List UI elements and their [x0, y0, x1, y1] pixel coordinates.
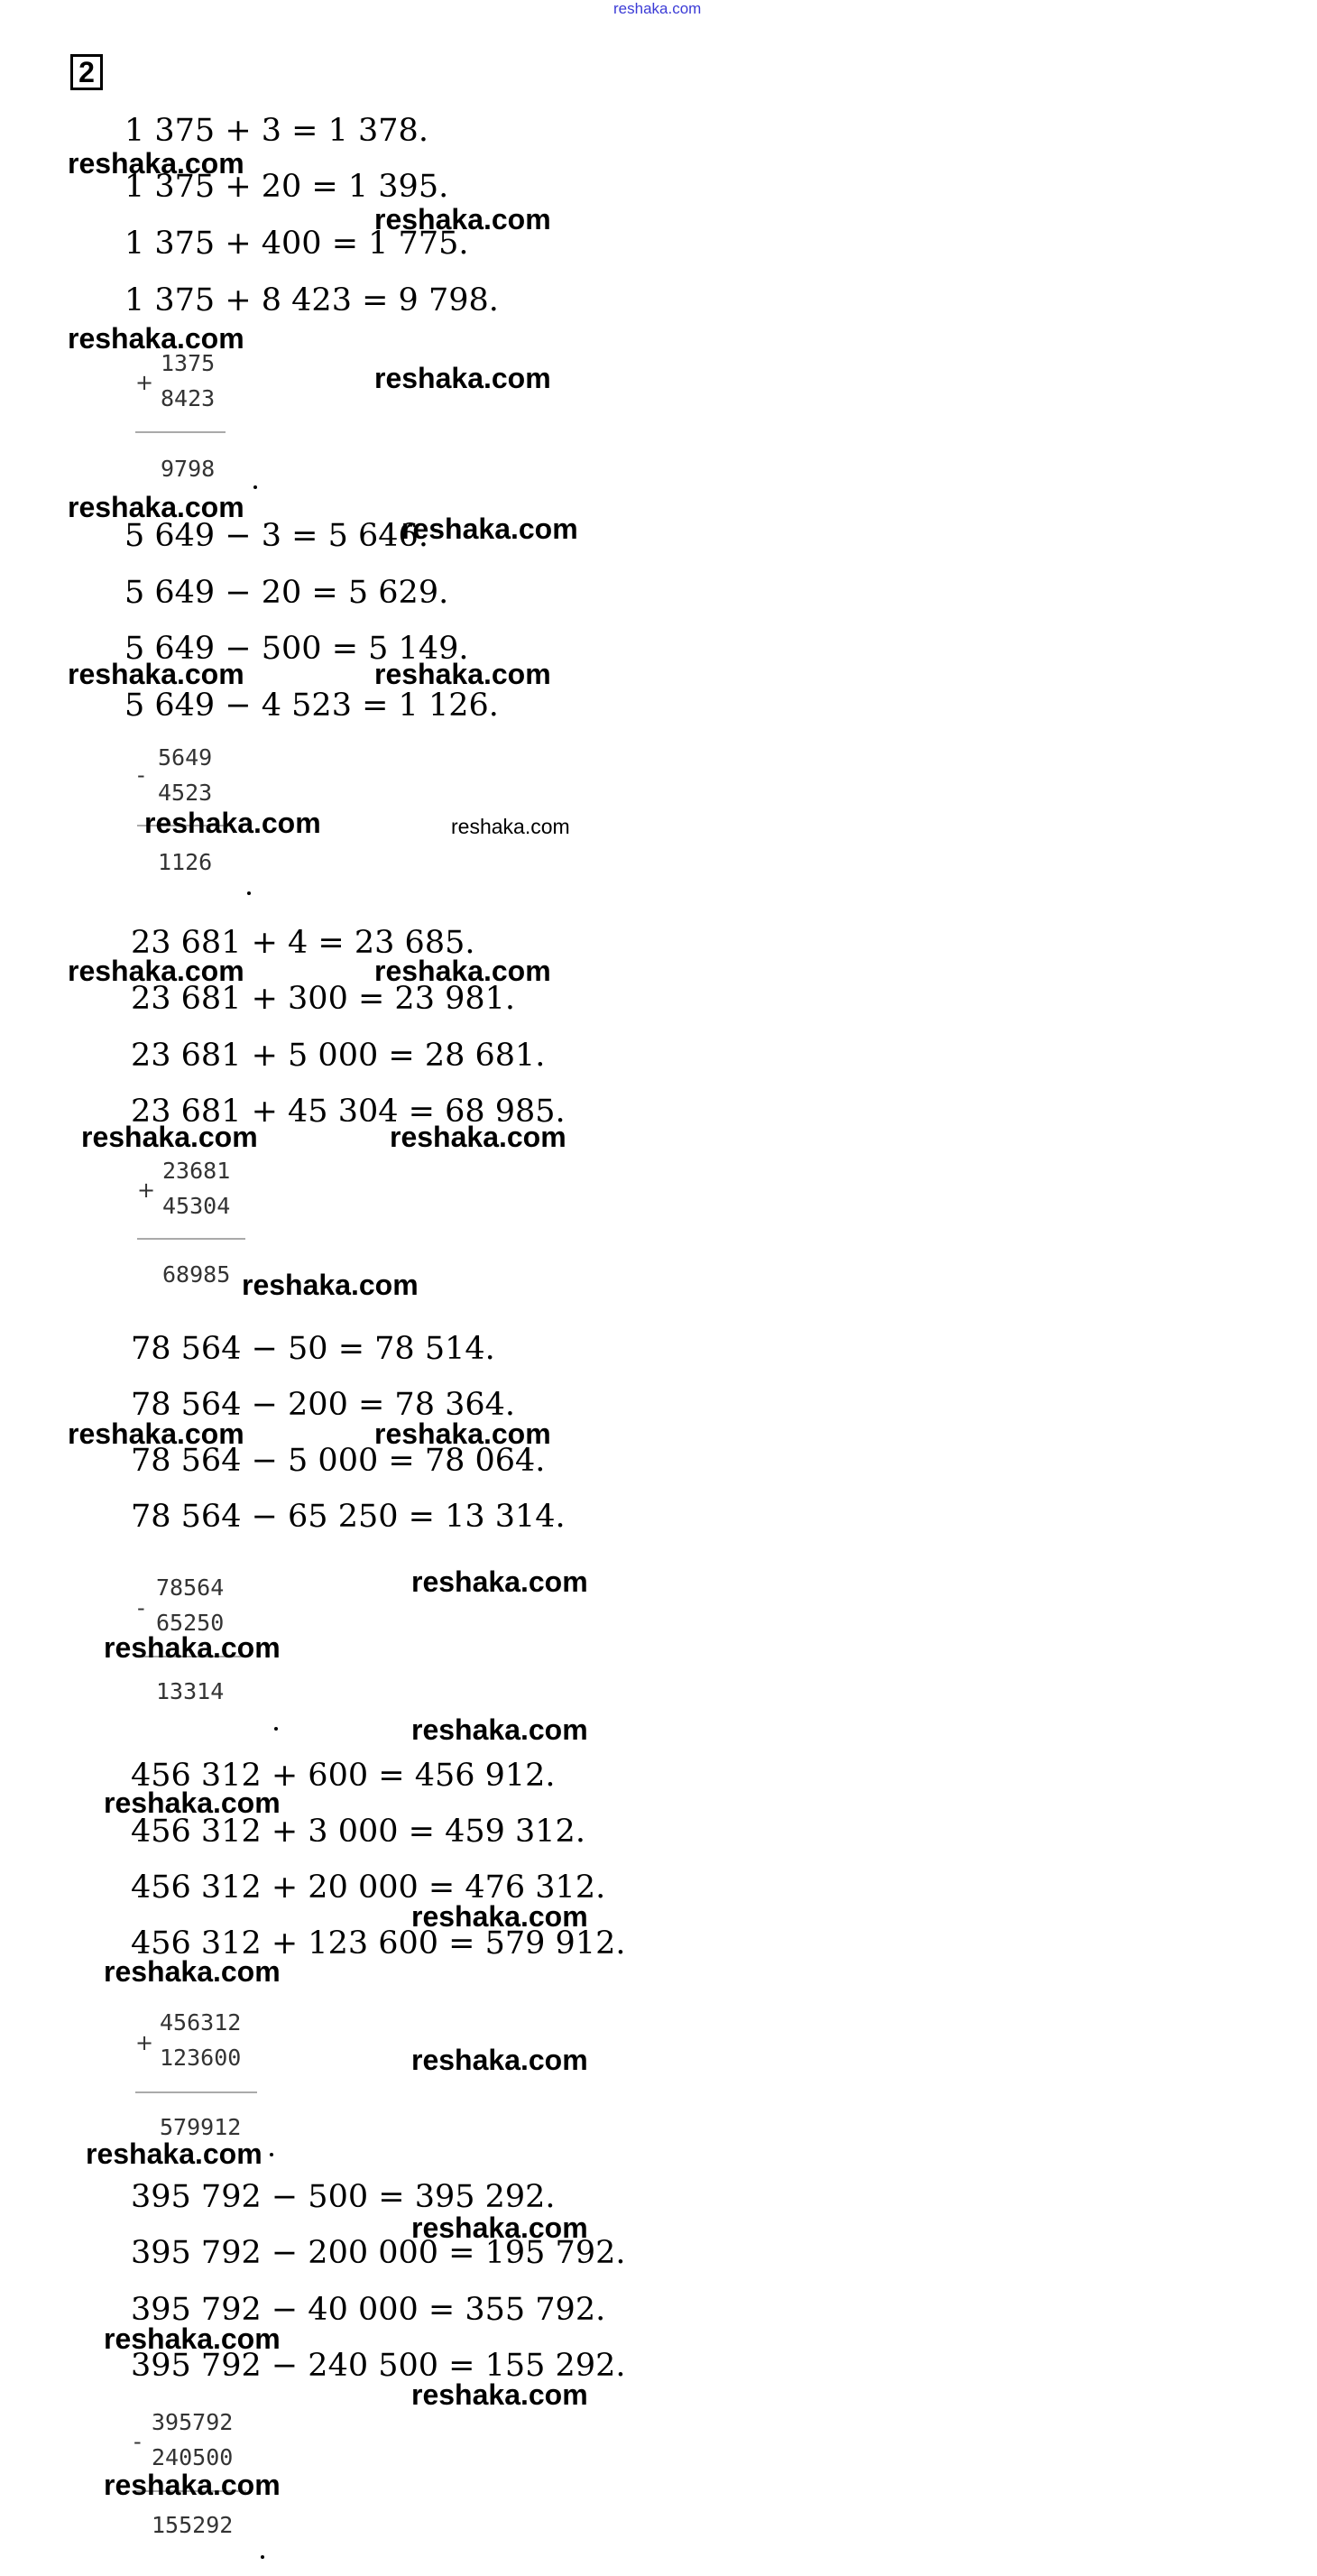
watermark: reshaka.com [68, 147, 244, 180]
column-operand-b: 8423 [161, 385, 216, 411]
equation: 456 312 + 20 000 = 476 312. [131, 1870, 606, 1906]
watermark: reshaka.com [411, 1900, 588, 1933]
equation: 78 564 − 200 = 78 364. [131, 1387, 516, 1423]
column-dot [247, 891, 251, 895]
watermark: reshaka.com [374, 203, 551, 235]
column-operand-b: 45304 [162, 1193, 231, 1219]
column-sign: + [135, 2030, 154, 2055]
column-sign: - [134, 2429, 142, 2454]
column-dot [261, 2555, 264, 2559]
watermark: reshaka.com [411, 2211, 588, 2244]
equation: 5 649 − 500 = 5 149. [124, 631, 469, 667]
column-sign: - [137, 762, 145, 788]
equation: 395 792 − 200 000 = 195 792. [131, 2235, 626, 2271]
watermark: reshaka.com [374, 955, 551, 987]
column-operand-a: 456312 [160, 2009, 242, 2036]
column-result: 1126 [158, 849, 213, 875]
watermark: reshaka.com [104, 1787, 281, 1819]
column-result: 13314 [156, 1678, 225, 1704]
equation: 456 312 + 123 600 = 579 912. [131, 1925, 626, 1962]
site-link[interactable]: reshaka.com [613, 0, 702, 17]
watermark: reshaka.com [374, 1417, 551, 1450]
watermark: reshaka.com [68, 658, 244, 690]
watermark: reshaka.com [68, 491, 244, 523]
column-result: 9798 [161, 456, 216, 482]
watermark: reshaka.com [411, 2044, 588, 2076]
equation: 23 681 + 5 000 = 28 681. [131, 1038, 546, 1074]
column-result: 579912 [160, 2114, 242, 2140]
column-dot [253, 485, 257, 489]
equation: 23 681 + 300 = 23 981. [131, 981, 516, 1017]
equation: 456 312 + 600 = 456 912. [131, 1758, 556, 1794]
column-rule [135, 2091, 257, 2093]
column-rule [137, 1238, 245, 1240]
watermark: reshaka.com [451, 815, 570, 838]
watermark: reshaka.com [81, 1121, 258, 1153]
column-sign: - [137, 1595, 145, 1620]
watermark: reshaka.com [68, 955, 244, 987]
column-operand-b: 240500 [152, 2444, 234, 2470]
watermark: reshaka.com [104, 2469, 281, 2501]
column-result: 68985 [162, 1261, 231, 1288]
equation: 1 375 + 3 = 1 378. [124, 113, 428, 149]
watermark: reshaka.com [104, 2322, 281, 2355]
watermark: reshaka.com [68, 1417, 244, 1450]
equation: 78 564 − 50 = 78 514. [131, 1331, 495, 1367]
equation: 395 792 − 500 = 395 292. [131, 2179, 556, 2215]
equation: 456 312 + 3 000 = 459 312. [131, 1814, 585, 1850]
column-result: 155292 [152, 2512, 234, 2538]
watermark: reshaka.com [374, 362, 551, 394]
equation: 395 792 − 40 000 = 355 792. [131, 2292, 606, 2328]
column-sign: + [137, 1177, 156, 1203]
equation: 23 681 + 45 304 = 68 985. [131, 1094, 566, 1130]
watermark: reshaka.com [411, 1713, 588, 1746]
column-operand-b: 65250 [156, 1610, 225, 1636]
column-operand-a: 5649 [158, 744, 213, 771]
equation: 1 375 + 8 423 = 9 798. [124, 282, 499, 319]
watermark: reshaka.com [144, 807, 321, 839]
watermark: reshaka.com [374, 658, 551, 690]
equation: 5 649 − 4 523 = 1 126. [124, 688, 499, 724]
watermark: reshaka.com [104, 1631, 281, 1664]
watermark: reshaka.com [411, 1565, 588, 1598]
watermark: reshaka.com [411, 2378, 588, 2411]
equation: 23 681 + 4 = 23 685. [131, 925, 475, 961]
watermark: reshaka.com [104, 1955, 281, 1988]
column-operand-b: 4523 [158, 780, 213, 806]
column-operand-a: 23681 [162, 1158, 231, 1184]
column-dot [270, 2153, 273, 2156]
equation: 78 564 − 5 000 = 78 064. [131, 1443, 546, 1479]
column-sign: + [135, 370, 154, 395]
task-number: 2 [70, 54, 103, 90]
watermark: reshaka.com [390, 1121, 566, 1153]
column-dot [274, 1727, 278, 1731]
column-rule [135, 431, 226, 433]
equation: 5 649 − 3 = 5 646. [124, 518, 428, 554]
equation: 1 375 + 20 = 1 395. [124, 169, 449, 205]
column-operand-a: 1375 [161, 350, 216, 376]
column-operand-a: 395792 [152, 2409, 234, 2435]
watermark: reshaka.com [401, 512, 578, 545]
column-operand-b: 123600 [160, 2045, 242, 2071]
equation: 395 792 − 240 500 = 155 292. [131, 2348, 626, 2384]
equation: 1 375 + 400 = 1 775. [124, 226, 469, 262]
watermark: reshaka.com [68, 322, 244, 355]
equation: 78 564 − 65 250 = 13 314. [131, 1499, 566, 1535]
equation: 5 649 − 20 = 5 629. [124, 575, 449, 611]
column-operand-a: 78564 [156, 1574, 225, 1601]
watermark: reshaka.com [86, 2137, 262, 2170]
watermark: reshaka.com [242, 1269, 419, 1301]
